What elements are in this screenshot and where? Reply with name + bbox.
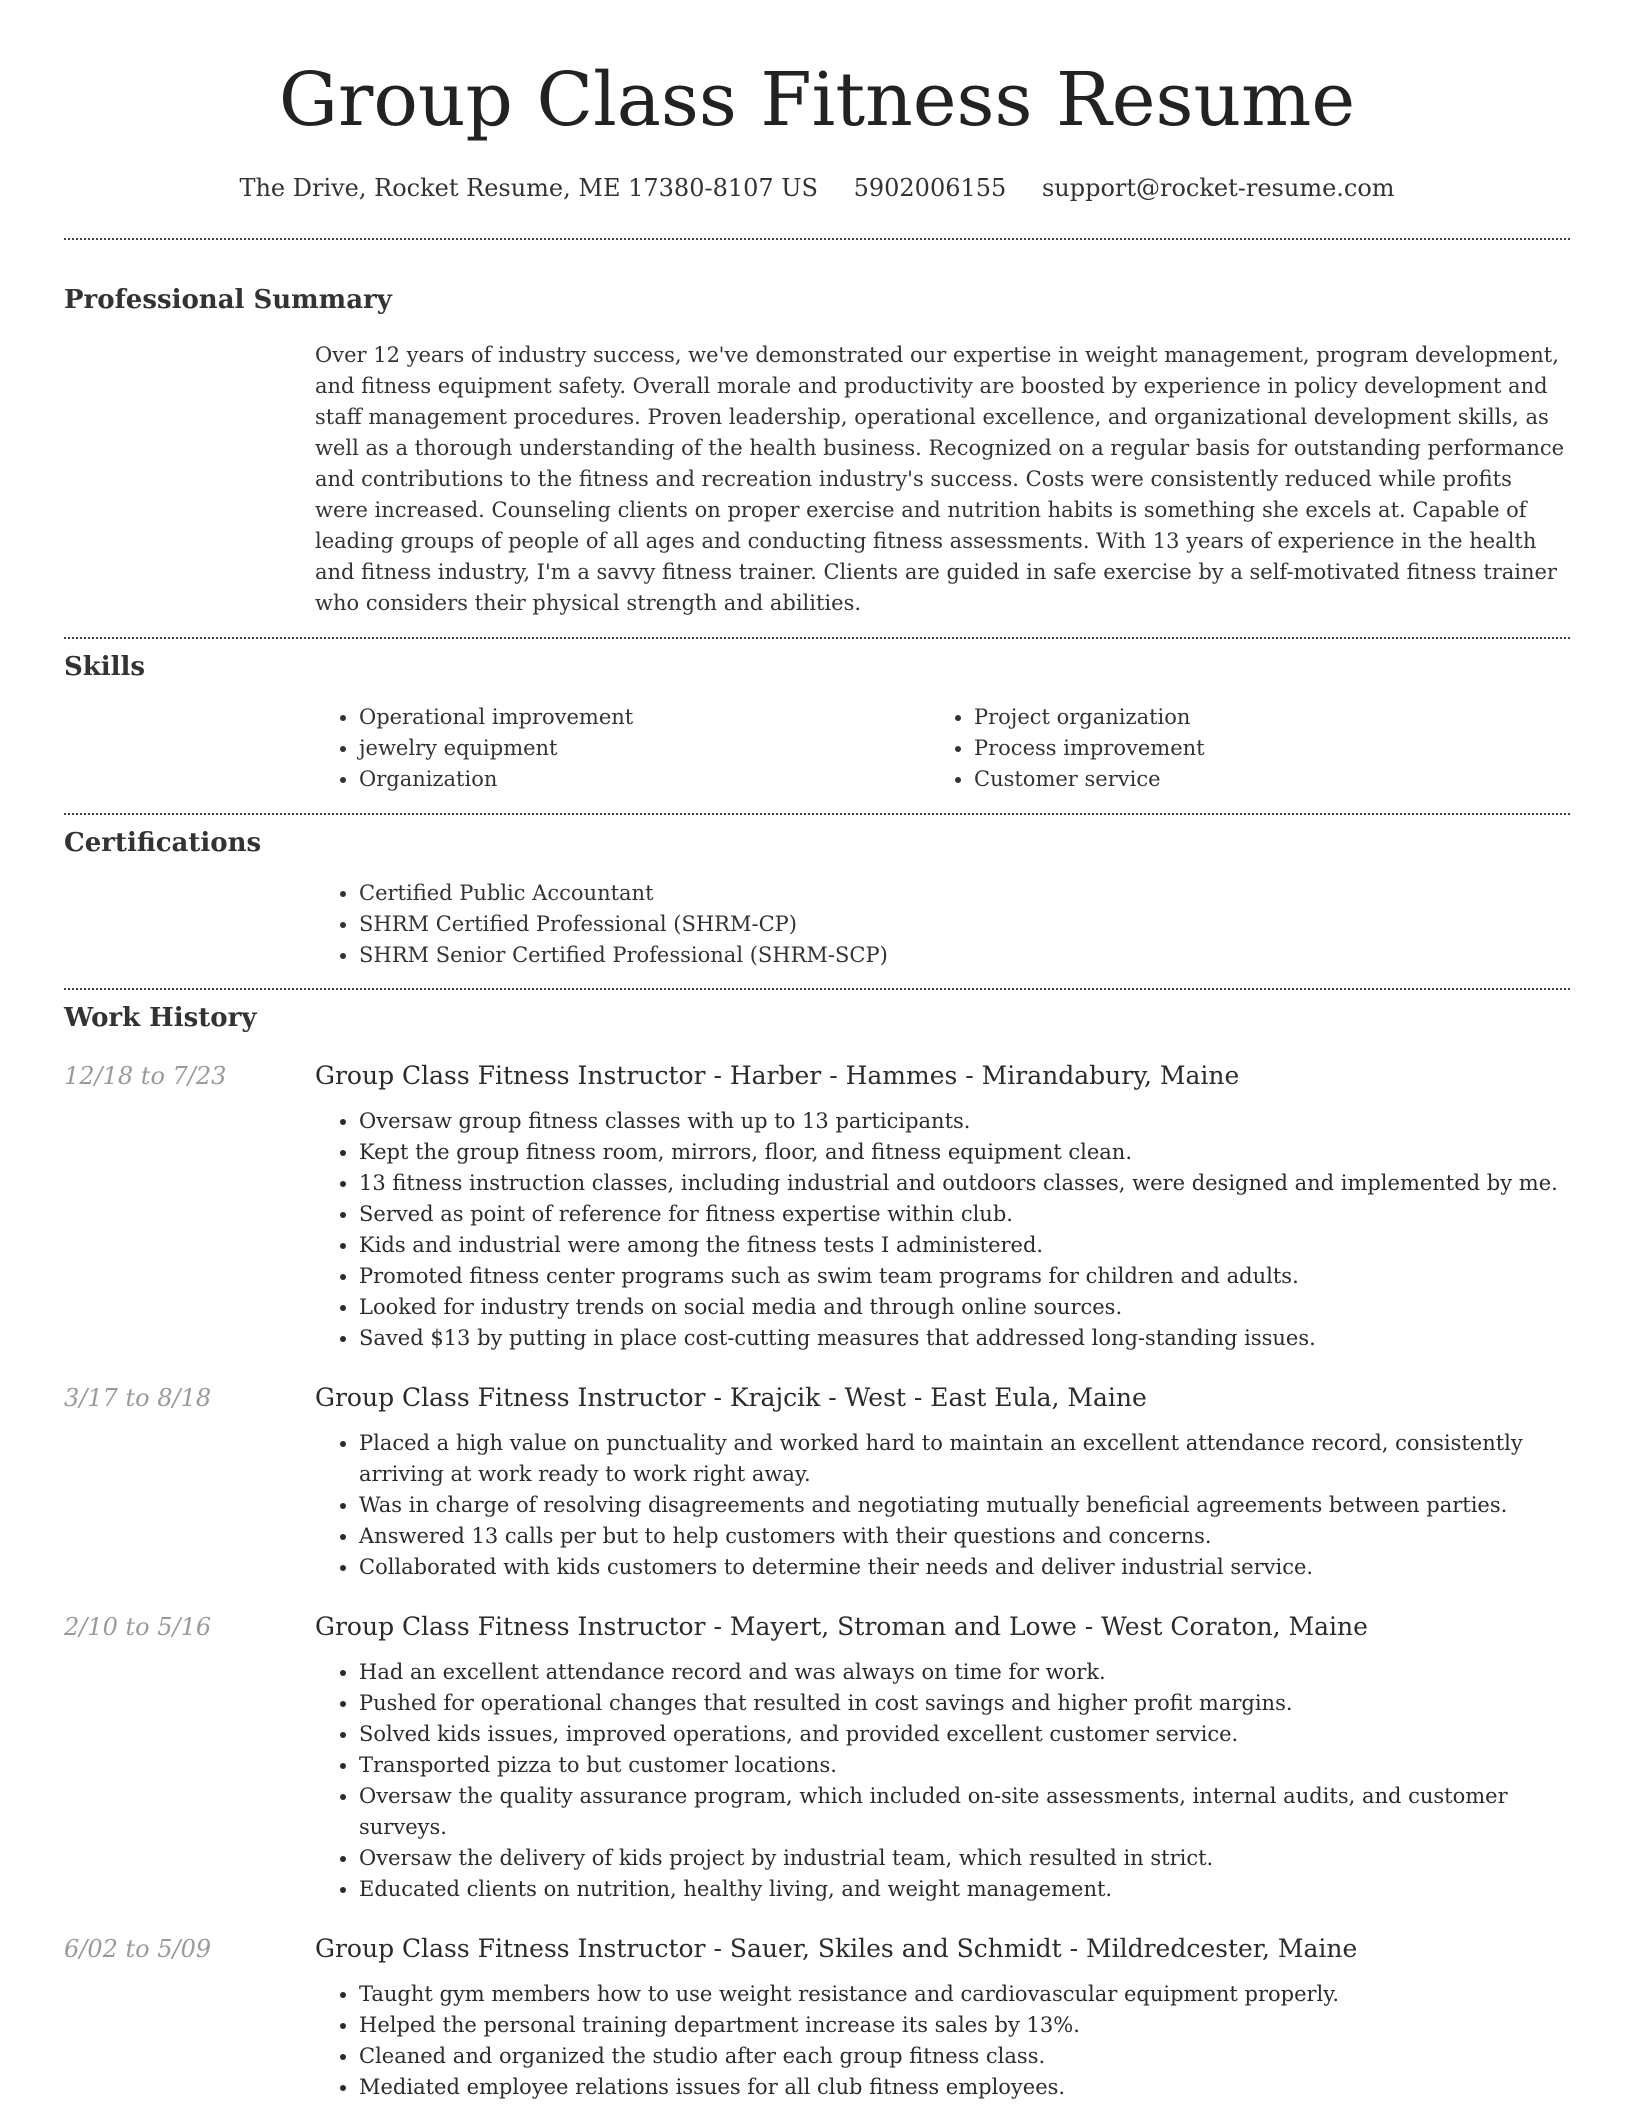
- skills-list: [315, 702, 1570, 795]
- certifications-heading: Certifications: [64, 828, 262, 858]
- list-item: • Oversaw group fitness classes with up to 13 participants.: [359, 1106, 1570, 1137]
- list-item: • Oversaw the quality assurance program, which included on-site assessments, internal audits, and customer surveys.: [359, 1781, 1570, 1843]
- list-item: • Organization: [359, 764, 930, 795]
- work-section: [64, 1000, 1570, 2103]
- work-heading: Work History: [64, 1003, 257, 1033]
- job-bullets: [315, 1657, 1570, 1905]
- list-item: • Was in charge of resolving disagreements and negotiating mutually beneficial agreements between parties.: [359, 1490, 1570, 1521]
- divider: [64, 988, 1570, 990]
- job-title: Group Class Fitness Instructor - Sauer, Skiles and Schmidt - Mildredcester, Maine: [315, 1934, 1358, 1963]
- job-dates: 6/02 to 5/09: [64, 1935, 212, 1963]
- job-bullets: [315, 1428, 1570, 1583]
- job-entry: [64, 1609, 1570, 1905]
- job-entry: [64, 1931, 1570, 2103]
- list-item: • Project organization: [974, 702, 1530, 733]
- job-entry: [64, 1058, 1570, 1354]
- list-item: • Served as point of reference for fitness expertise within club.: [359, 1199, 1570, 1230]
- list-item: • Operational improvement: [359, 702, 930, 733]
- job-dates: 3/17 to 8/18: [64, 1384, 212, 1412]
- list-item: • Mediated employee relations issues for all club fitness employees.: [359, 2072, 1570, 2103]
- job-title: Group Class Fitness Instructor - Mayert, Stroman and Lowe - West Coraton, Maine: [315, 1612, 1368, 1641]
- certifications-section: [64, 825, 1570, 971]
- divider: [64, 238, 1570, 240]
- skills-column-right: [930, 702, 1530, 795]
- list-item: • Oversaw the delivery of kids project by industrial team, which resulted in strict.: [359, 1843, 1570, 1874]
- list-item: • Kids and industrial were among the fitness tests I administered.: [359, 1230, 1570, 1261]
- list-item: • Process improvement: [974, 733, 1530, 764]
- summary-heading: Professional Summary: [64, 285, 392, 315]
- list-item: • Educated clients on nutrition, healthy living, and weight management.: [359, 1874, 1570, 1905]
- skills-heading: Skills: [64, 652, 146, 682]
- summary-text: Over 12 years of industry success, we've demonstrated our expertise in weight management, program development, and fitness equipment safety. Overall morale and productivity are boosted by experience in policy development and staff management procedures. Proven leadership, operational excellence, and organizational development skills, as well as a thorough understanding of the health business. Recognized on a regular basis for outstanding performance and contributions to the fitness and recreation industry's success. Costs were consistently reduced while profits were increased. Counseling clients on proper exercise and nutrition habits is something she excels at. Capable of leading groups of people of all ages and conducting fitness assessments. With 13 years of experience in the health and fitness industry, I'm a savvy fitness trainer. Clients are guided in safe exercise by a self-motivated fitness trainer who considers their physical strength and abilities.: [315, 343, 1565, 615]
- list-item: • 13 fitness instruction classes, including industrial and outdoors classes, were designed and implemented by me.: [359, 1168, 1570, 1199]
- certifications-content: [315, 878, 1570, 971]
- list-item: • Solved kids issues, improved operations, and provided excellent customer service.: [359, 1719, 1570, 1750]
- list-item: • Placed a high value on punctuality and worked hard to maintain an excellent attendance record, consistently arriving at work ready to work right away.: [359, 1428, 1570, 1490]
- job-bullets: [315, 1979, 1570, 2103]
- resume-page: [64, 0, 1570, 2103]
- list-item: • Answered 13 calls per but to help customers with their questions and concerns.: [359, 1521, 1570, 1552]
- list-item: • Promoted fitness center programs such as swim team programs for children and adults.: [359, 1261, 1570, 1292]
- job-dates: 12/18 to 7/23: [64, 1062, 227, 1090]
- summary-content: [315, 340, 1570, 619]
- contact-address: The Drive, Rocket Resume, ME 17380-8107 US: [239, 174, 818, 202]
- job-bullets: [315, 1106, 1570, 1354]
- summary-section: [64, 282, 1570, 619]
- list-item: • Transported pizza to but customer locations.: [359, 1750, 1570, 1781]
- list-item: • jewelry equipment: [359, 733, 930, 764]
- list-item: • Certified Public Accountant: [359, 878, 1570, 909]
- job-dates: 2/10 to 5/16: [64, 1613, 212, 1641]
- list-item: • Kept the group fitness room, mirrors, floor, and fitness equipment clean.: [359, 1137, 1570, 1168]
- job-title: Group Class Fitness Instructor - Krajcik - West - East Eula, Maine: [315, 1383, 1147, 1412]
- list-item: • Cleaned and organized the studio after each group fitness class.: [359, 2041, 1570, 2072]
- contact-email[interactable]: support@rocket-resume.com: [1041, 174, 1395, 202]
- list-item: • Pushed for operational changes that resulted in cost savings and higher profit margins.: [359, 1688, 1570, 1719]
- divider: [64, 813, 1570, 815]
- list-item: • Taught gym members how to use weight resistance and cardiovascular equipment properly.: [359, 1979, 1570, 2010]
- job-entry: [64, 1380, 1570, 1583]
- list-item: • Helped the personal training department increase its sales by 13%.: [359, 2010, 1570, 2041]
- certifications-list: [315, 878, 1570, 971]
- resume-title: Group Class Fitness Resume: [278, 57, 1356, 143]
- list-item: • Looked for industry trends on social media and through online sources.: [359, 1292, 1570, 1323]
- list-item: • Saved $13 by putting in place cost-cutting measures that addressed long-standing issues.: [359, 1323, 1570, 1354]
- list-item: • Collaborated with kids customers to determine their needs and deliver industrial service.: [359, 1552, 1570, 1583]
- contact-phone: 5902006155: [853, 174, 1007, 202]
- list-item: • SHRM Certified Professional (SHRM-CP): [359, 909, 1570, 940]
- contact-line: [64, 172, 1570, 204]
- skills-column-left: [315, 702, 930, 795]
- list-item: • SHRM Senior Certified Professional (SHRM-SCP): [359, 940, 1570, 971]
- divider: [64, 637, 1570, 639]
- list-item: • Customer service: [974, 764, 1530, 795]
- job-title: Group Class Fitness Instructor - Harber - Hammes - Mirandabury, Maine: [315, 1061, 1240, 1090]
- skills-section: [64, 649, 1570, 795]
- list-item: • Had an excellent attendance record and was always on time for work.: [359, 1657, 1570, 1688]
